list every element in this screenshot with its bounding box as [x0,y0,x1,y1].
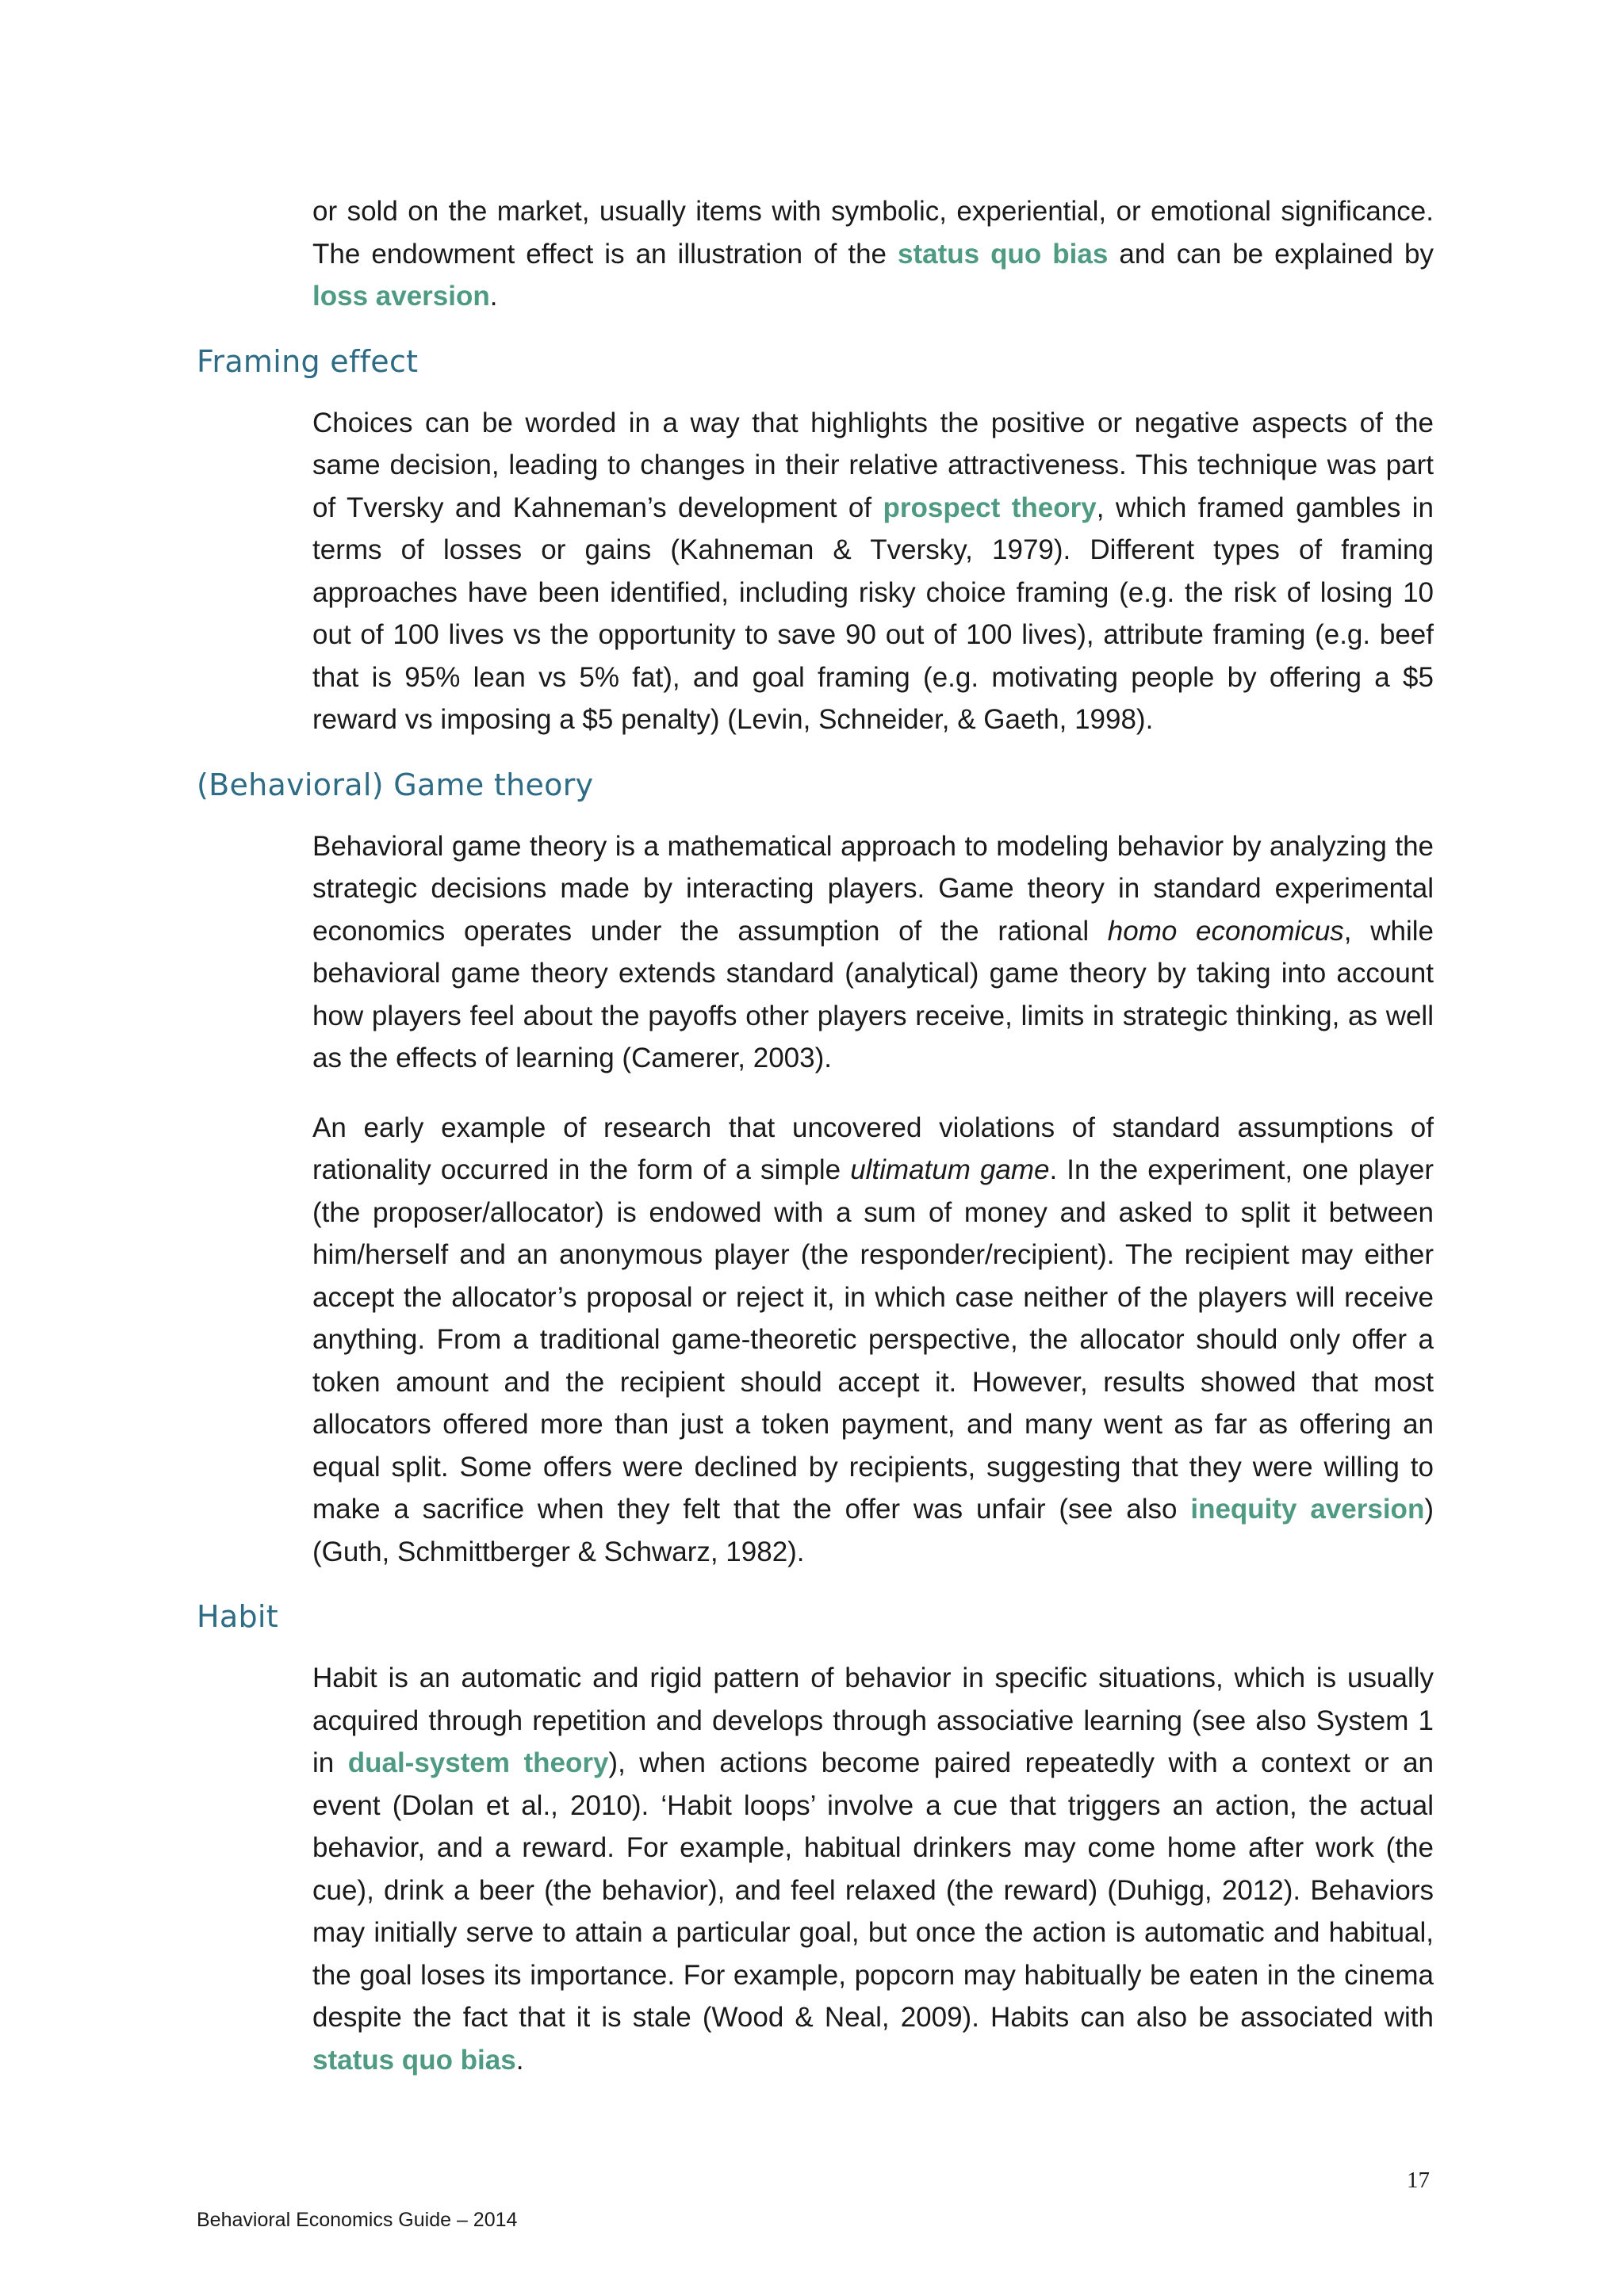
page-number: 17 [1407,2168,1430,2193]
term-link-prospect-theory[interactable]: prospect theory [883,492,1097,523]
text-run: An early example of research that uncovered violations of standard assumptions of rationality occurred in the form of a simple [312,1112,1434,1185]
footer-title: Behavioral Economics Guide – 2014 [197,2209,518,2231]
text-run: or sold on the market, usually items with symbolic, experiential, or emotional significance. The endowment effect is an illustration of the [312,196,1434,270]
endowment-paragraph [312,190,1434,318]
game-theory-paragraph-2 [312,1107,1434,1574]
italic-ultimatum-game: ultimatum game [850,1154,1050,1185]
heading-game-theory: (Behavioral) Game theory [197,767,594,802]
framing-paragraph [312,402,1434,741]
text-run: . [489,281,498,312]
heading-framing-effect: Framing effect [197,343,419,379]
term-link-inequity-aversion[interactable]: inequity aversion [1190,1494,1425,1525]
habit-paragraph [312,1657,1434,2081]
term-link-status-quo-bias[interactable]: status quo bias [898,238,1109,270]
term-link-loss-aversion[interactable]: loss aversion [312,281,490,312]
text-run: , which framed gambles in terms of losses or gains (Kahneman & Tversky, 1979). Different types of framing approaches have been identified, including risky choice framing (e.g. the risk of losing 10 out of 100 lives vs the opportunity to save 90 out of 100 lives), attribute framing (e.g. beef that is 95% lean vs 5% fat), and goal framing (e.g. motivating people by offering a $5 reward vs imposing a $5 penalty) (Levin, Schneider, & Gaeth, 1998). [312,492,1434,735]
text-run: ), when actions become paired repeatedly with a context or an event (Dolan et al., 2010). ‘Habit loops’ involve a cue that triggers an action, the actual behavior, and a reward. For example, habitual drinkers may come home after work (the cue), drink a beer (the behavior), and feel relaxed (the reward) (Duhigg, 2012). Behaviors may initially serve to attain a particular goal, but once the action is automatic and habitual, the goal loses its importance. For example, popcorn may habitually be eaten in the cinema despite the fact that it is stale (Wood & Neal, 2009). Habits can also be associated with [312,1747,1434,2033]
game-theory-paragraph-1 [312,825,1434,1080]
text-run: . [515,2044,524,2076]
heading-habit: Habit [197,1599,278,1634]
text-run: Habit is an automatic and rigid pattern of behavior in specific situations, which is usually acquired through repetition and develops through associative learning (see also System 1 in [312,1663,1434,1778]
page-content [197,190,1434,2081]
text-run: , while behavioral game theory extends standard (analytical) game theory by taking into account how players feel about the payoffs other players receive, limits in strategic thinking, as well as the effects of learning (Camerer, 2003). [312,915,1434,1073]
text-run: Choices can be worded in a way that highlights the positive or negative aspects of the same decision, leading to changes in their relative attractiveness. This technique was part of Tversky and Kahneman’s development of [312,407,1434,523]
text-run: and can be explained by [1108,238,1434,270]
term-link-dual-system-theory[interactable]: dual-system theory [347,1747,609,1778]
term-link-status-quo-bias-2[interactable]: status quo bias [312,2044,516,2076]
italic-homo-economicus: homo economicus [1107,915,1344,947]
text-run: . In the experiment, one player (the proposer/allocator) is endowed with a sum of money and asked to split it between him/herself and an anonymous player (the responder/recipient). The recipient may either accept the allocator’s proposal or reject it, in which case neither of the players will receive anything. From a traditional game-theoretic perspective, the allocator should only offer a token amount and the recipient should accept it. However, results showed that most allocators offered more than just a token payment, and many went as far as offering an equal split. Some offers were declined by recipients, suggesting that they were willing to make a sacrifice when they felt that the offer was unfair (see also [312,1154,1434,1525]
text-run: ) (Guth, Schmittberger & Schwarz, 1982). [312,1494,1434,1567]
text-run: Behavioral game theory is a mathematical approach to modeling behavior by analyzing the strategic decisions made by interacting players. Game theory in standard experimental economics operates under the assumption of the rational [312,830,1434,947]
